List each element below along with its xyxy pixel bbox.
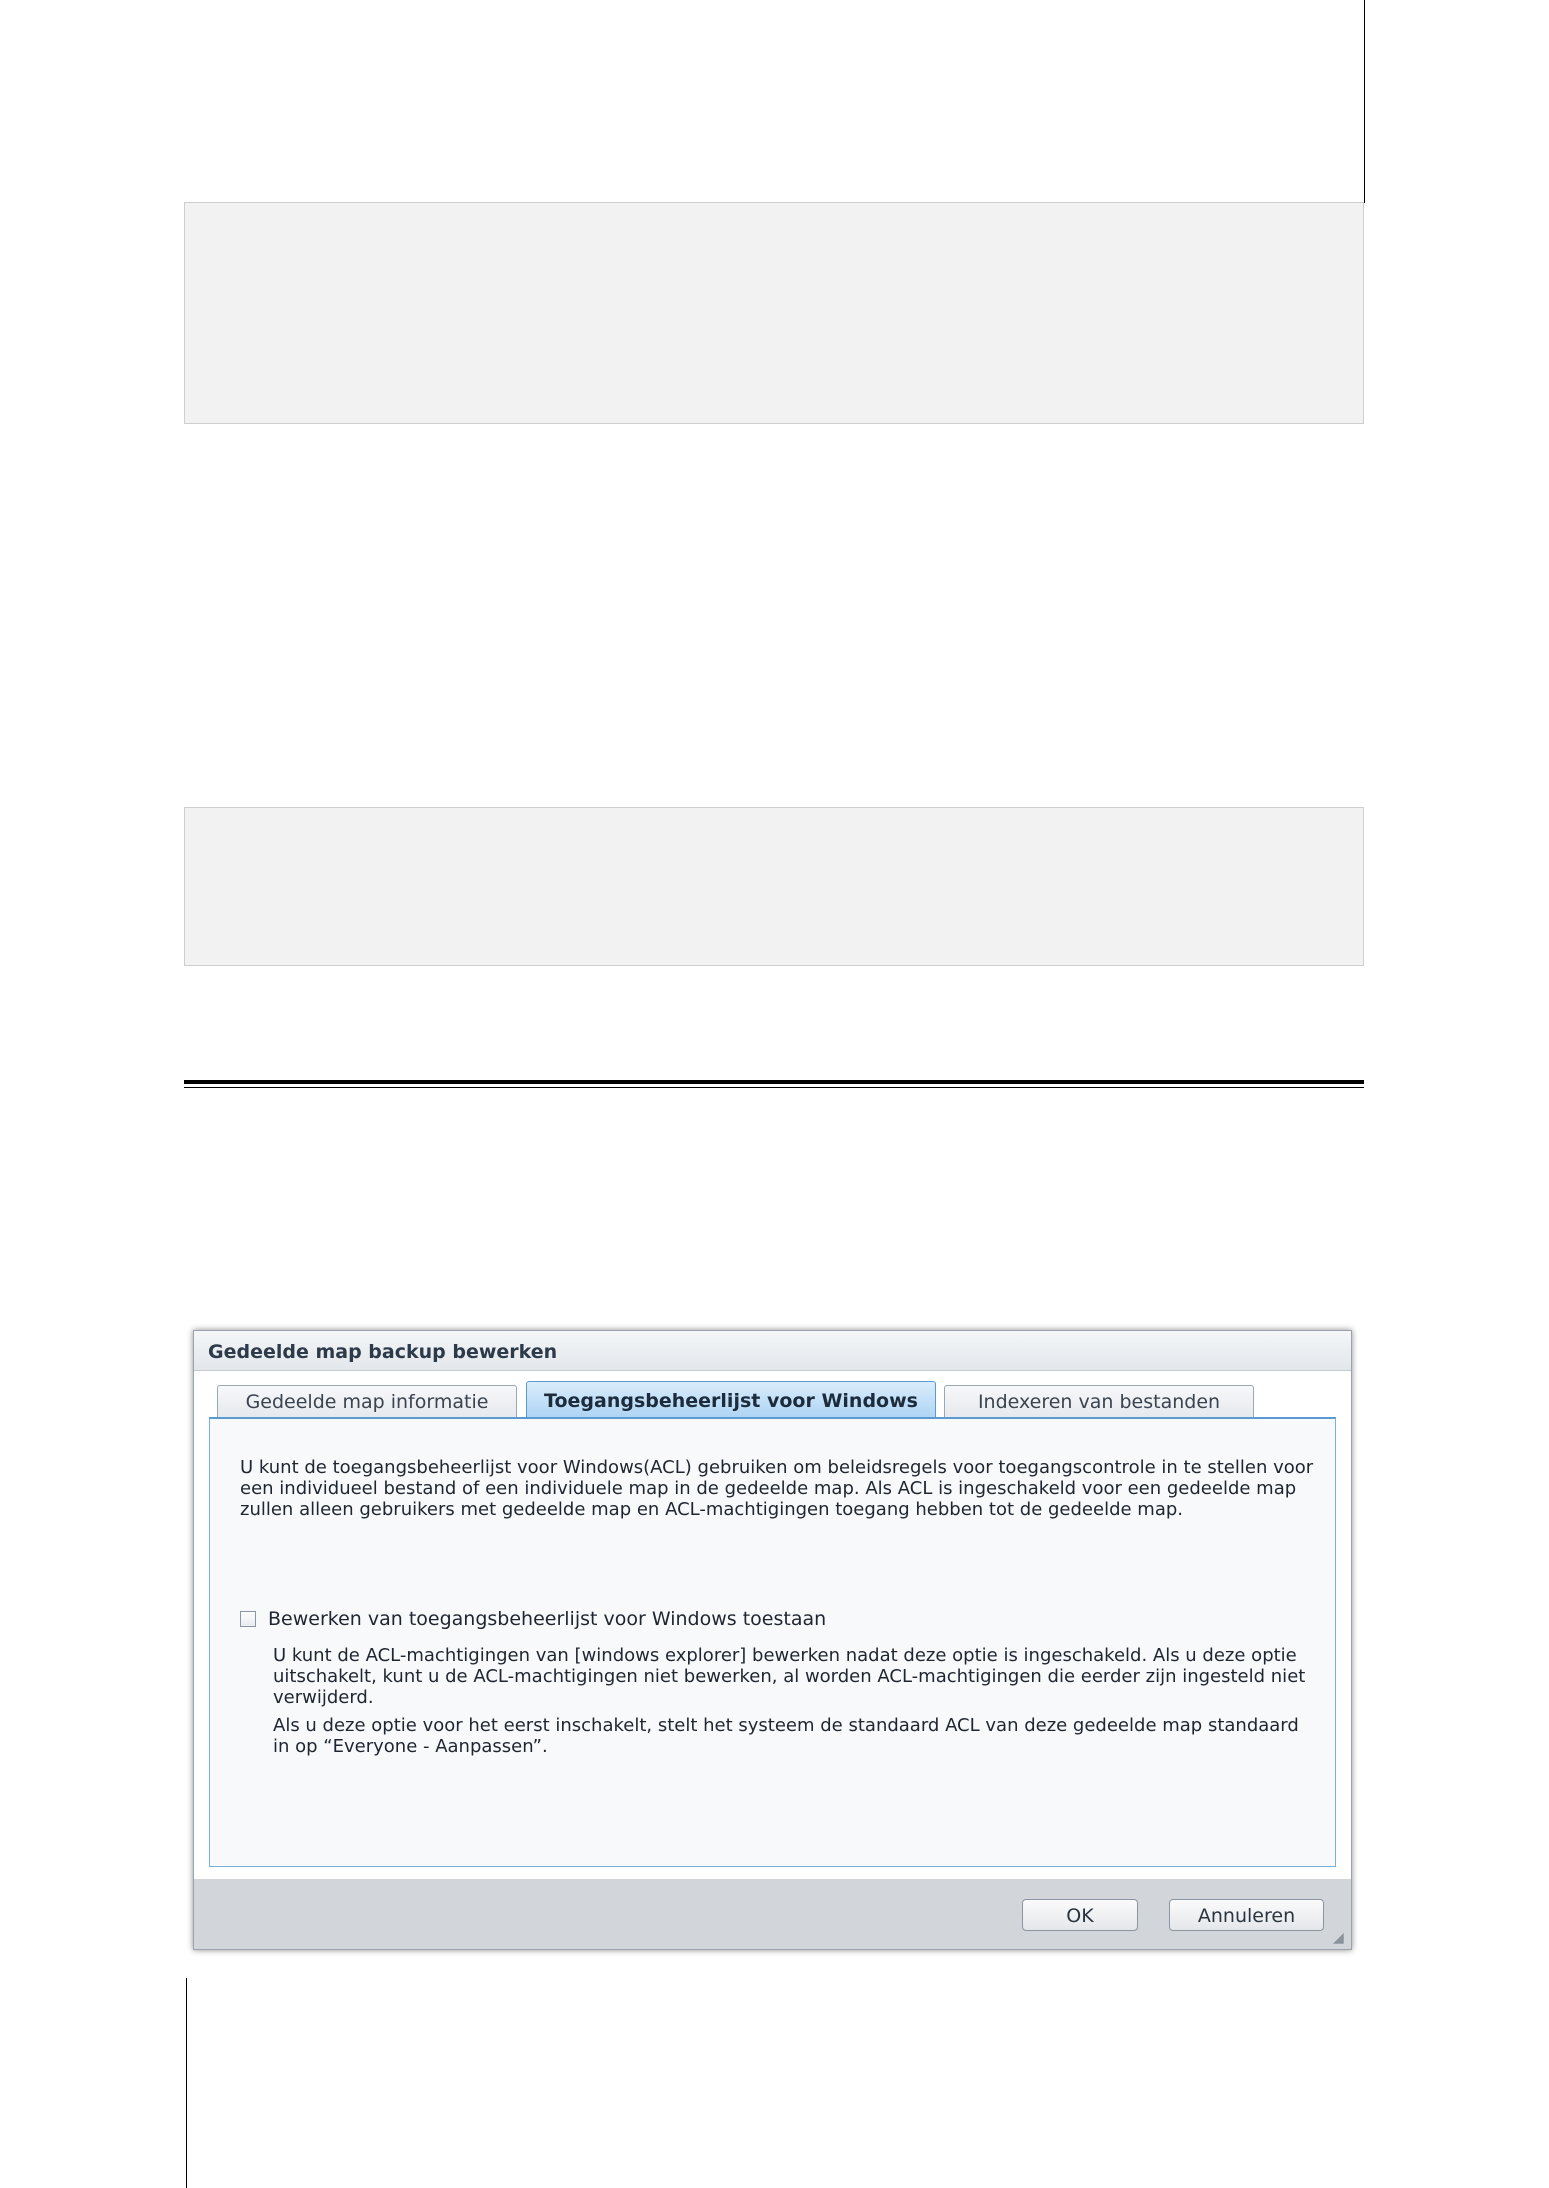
section-rule-thin: [184, 1087, 1364, 1088]
dialog-title: Gedeelde map backup bewerken: [194, 1331, 1351, 1371]
intro-text: U kunt de toegangsbeheerlijst voor Windows(ACL) gebruiken om beleidsregels voor toegangscontrole in te stellen voor een individueel bestand of een individuele map in de gedeelde map. Als ACL is ingeschakeld voor een gedeelde map zullen alleen gebruikers met gedeelde map en ACL-machtigingen toegang hebben tot de gedeelde map.: [240, 1457, 1314, 1520]
enable-acl-label[interactable]: Bewerken van toegangsbeheerlijst voor Windows toestaan: [268, 1608, 827, 1630]
resize-grip-icon[interactable]: ◢: [1333, 1930, 1344, 1946]
page-border-line: [186, 1978, 187, 2188]
acl-note-1: U kunt de ACL-machtigingen van [windows explorer] bewerken nadat deze optie is ingeschakeld. Als u deze optie uitschakelt, kunt u de ACL-machtigingen niet bewerken, al worden ACL-machtigingen die eerder zijn ingesteld niet verwijderd.: [273, 1645, 1306, 1708]
dialog-footer: [194, 1879, 1351, 1949]
edit-shared-folder-dialog: [193, 1330, 1352, 1950]
ok-button[interactable]: OK: [1022, 1899, 1138, 1931]
dialog-body: [194, 1371, 1351, 1879]
page-border-line: [1364, 0, 1365, 203]
section-rule: [184, 1080, 1364, 1084]
tab-windows-acl[interactable]: Toegangsbeheerlijst voor Windows: [526, 1381, 936, 1418]
acl-note-2: Als u deze optie voor het eerst inschakelt, stelt het systeem de standaard ACL van deze gedeelde map standaard in op “Everyone - Aanpassen”.: [273, 1715, 1299, 1757]
gray-block: [184, 807, 1364, 966]
enable-acl-checkbox[interactable]: [240, 1611, 256, 1627]
tab-shared-folder-info[interactable]: Gedeelde map informatie: [217, 1385, 517, 1417]
tab-panel: [209, 1417, 1336, 1867]
gray-block: [184, 202, 1364, 424]
acl-option-row[interactable]: [240, 1607, 826, 1631]
cancel-button[interactable]: Annuleren: [1169, 1899, 1324, 1931]
tab-file-indexing[interactable]: Indexeren van bestanden: [944, 1385, 1254, 1417]
